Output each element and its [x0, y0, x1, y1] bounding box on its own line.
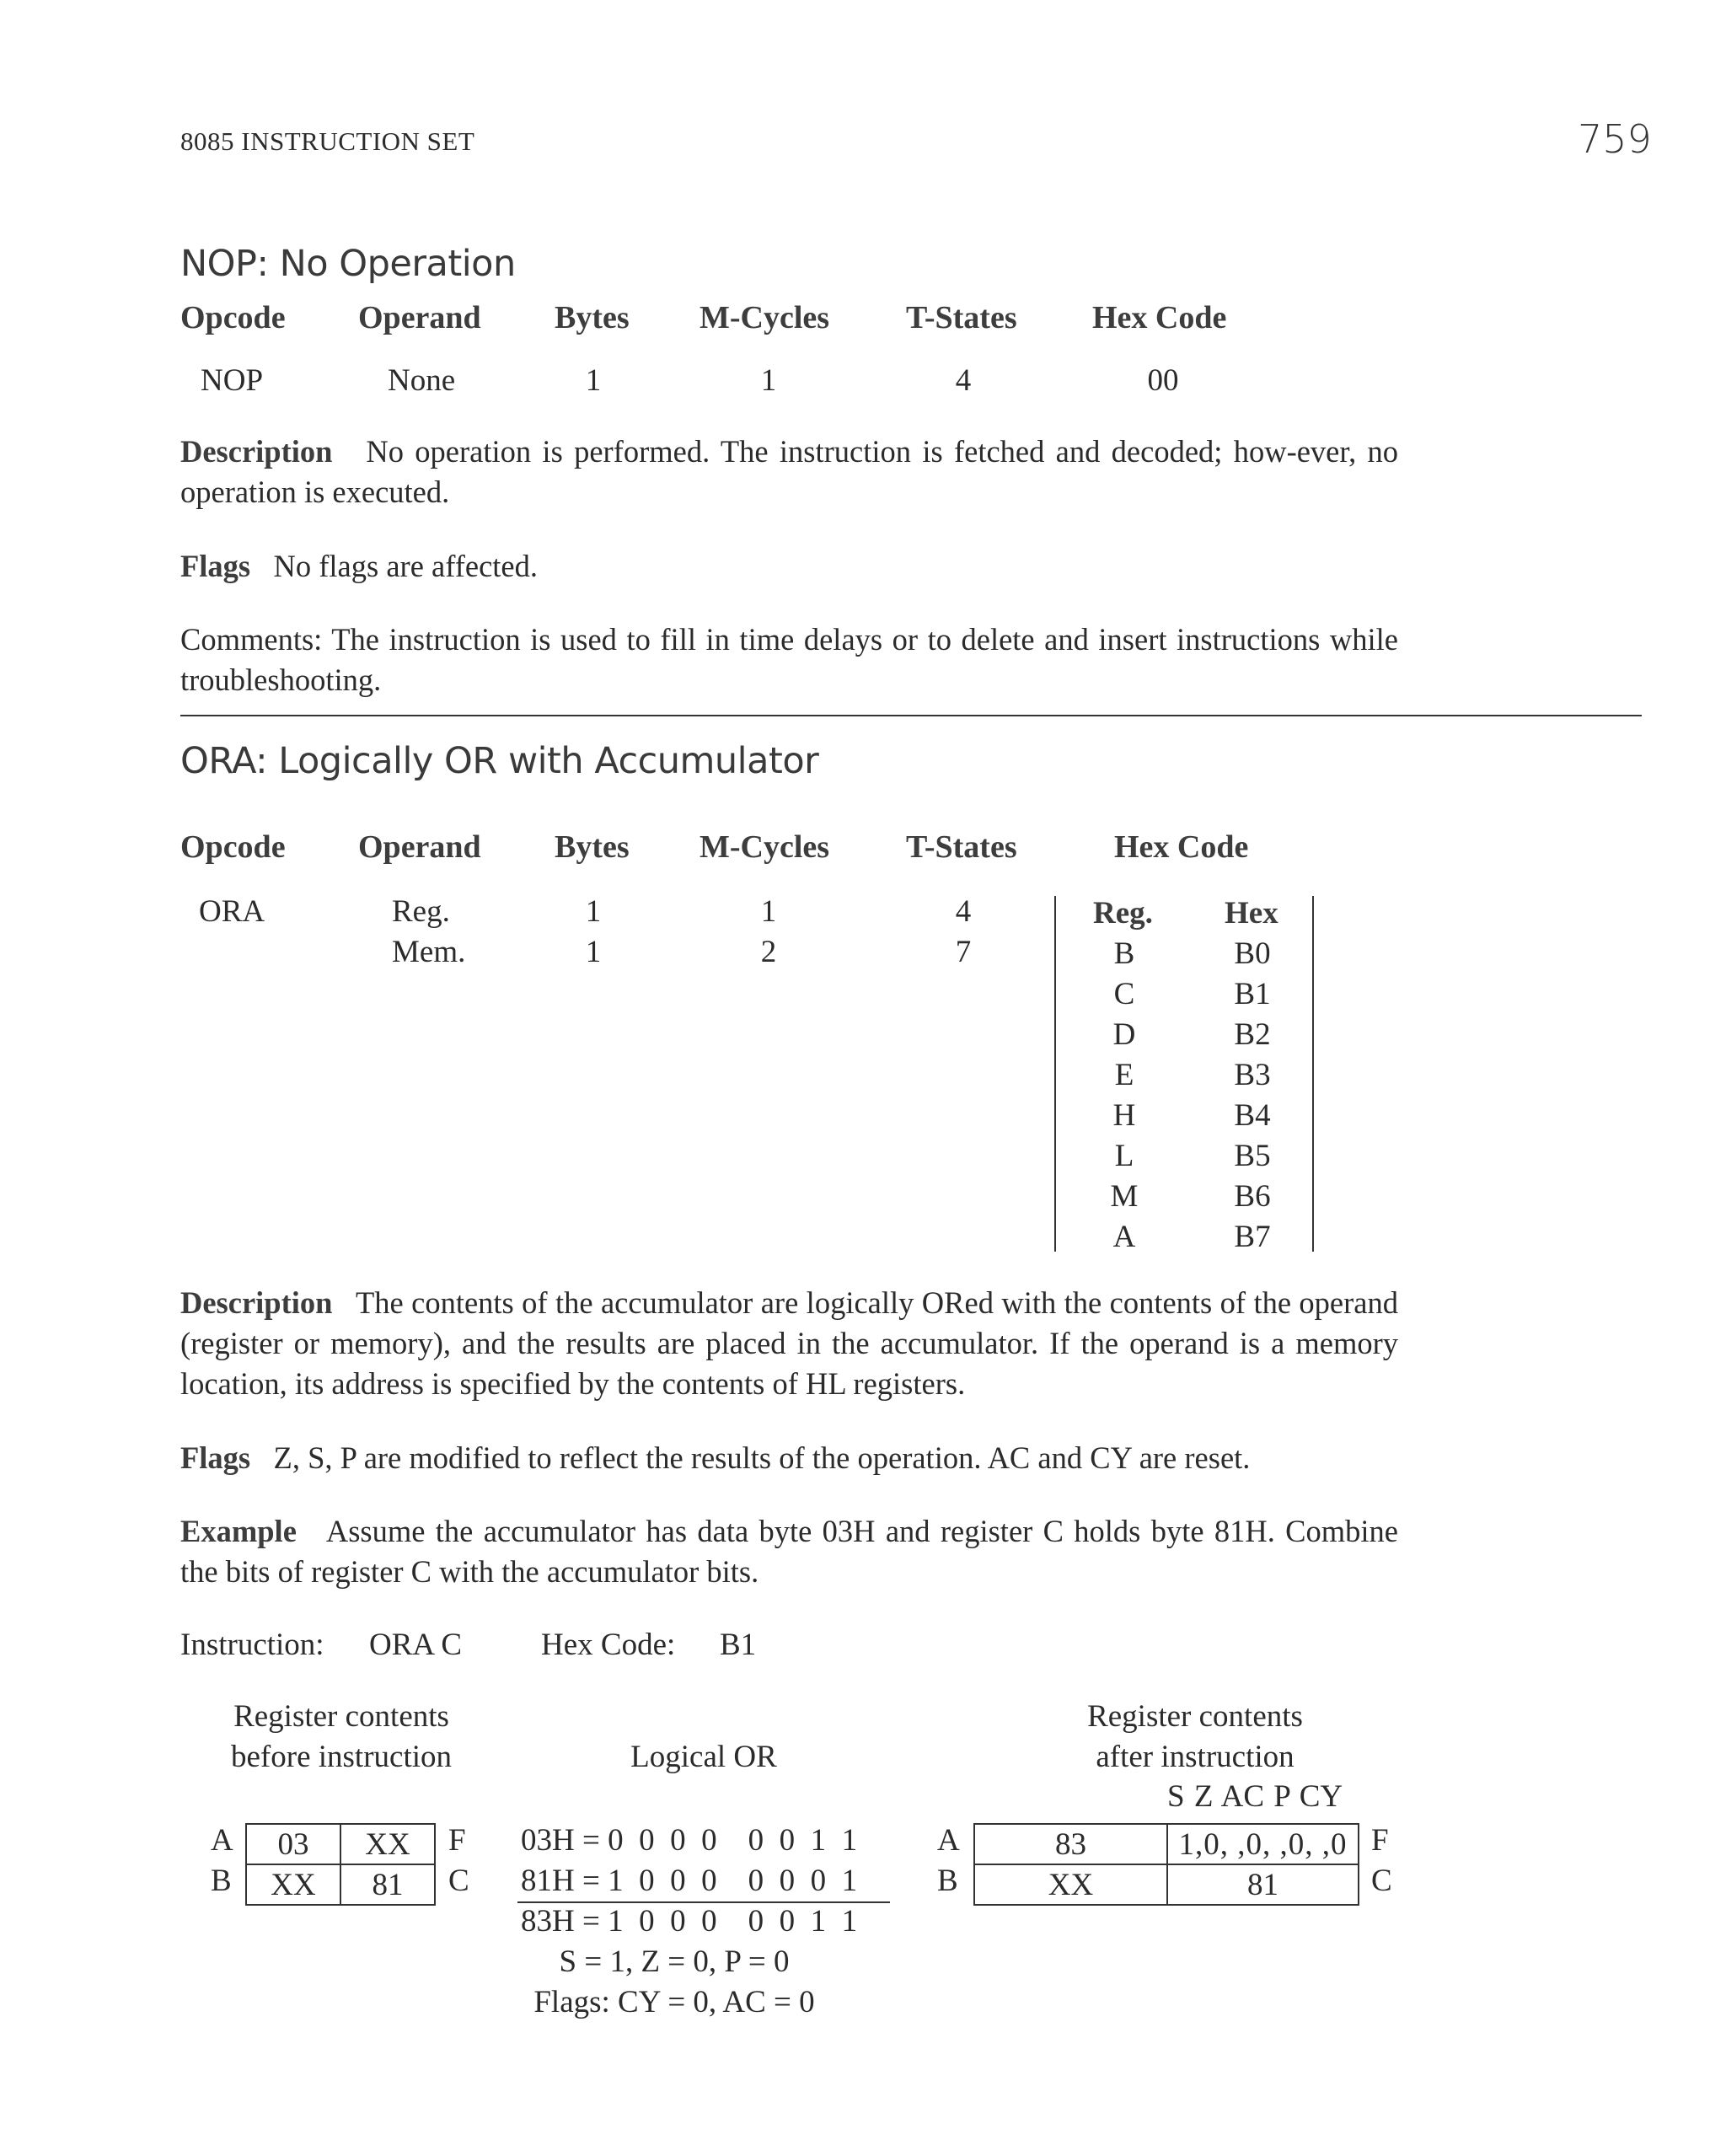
after-b-value: XX — [974, 1864, 1167, 1905]
nop-operand: None — [388, 363, 456, 398]
nop-description-text: No operation is performed. The instruction is fetched and decoded; how-ever, no operation is executed. — [180, 434, 1399, 509]
hex-table-hex: B5 — [1234, 1139, 1271, 1173]
instruction-label: Instruction: — [180, 1628, 324, 1662]
hex-table-hex: B6 — [1234, 1179, 1271, 1214]
before-reg-label-a: A — [211, 1823, 233, 1858]
after-row-bc — [974, 1864, 1359, 1905]
before-caption-line1: Register contents — [233, 1699, 449, 1734]
after-f-value: 1,0, ,0, ,0, ,0 — [1167, 1824, 1359, 1864]
ora-flags-text: Z, S, P are modified to reflect the results of the operation. AC and CY are reset. — [273, 1440, 1251, 1475]
hex-table-reg: B — [1113, 936, 1135, 971]
nop-mcycles: 1 — [760, 363, 777, 398]
ora-example-label: Example — [180, 1514, 297, 1548]
nop-tstates: 4 — [955, 363, 972, 398]
hex-table-reg: M — [1110, 1179, 1139, 1214]
ora-col-bytes: Bytes — [555, 829, 630, 865]
nop-col-opcode: Opcode — [180, 300, 286, 335]
result-flags-cy-ac: Flags: CY = 0, AC = 0 — [533, 1985, 815, 2019]
ora-col-operand: Operand — [358, 829, 481, 865]
nop-title: NOP: No Operation — [180, 243, 516, 285]
result-flags-szp: S = 1, Z = 0, P = 0 — [559, 1944, 790, 1979]
before-reg-label-f: F — [448, 1823, 466, 1858]
logical-or-caption: Logical OR — [630, 1740, 777, 1774]
before-b-value: XX — [246, 1864, 340, 1905]
nop-description-label: Description — [180, 434, 333, 469]
after-register-table — [973, 1823, 1359, 1906]
ora-col-hexcode: Hex Code — [1114, 829, 1249, 865]
hex-table-reg: L — [1114, 1139, 1134, 1173]
ora-description-text: The contents of the accumulator are logically ORed with the contents of the operand (register or memory), and the results are placed in the accumulator. If the operand is a memory location, its address is specified by the contents of HL registers. — [180, 1285, 1398, 1401]
after-caption-line1: Register contents — [1087, 1699, 1303, 1734]
ora-opcode: ORA — [199, 894, 265, 929]
hex-table-hex: B4 — [1234, 1098, 1271, 1133]
after-caption-line2: after instruction — [1096, 1740, 1294, 1774]
before-reg-label-c: C — [448, 1864, 469, 1898]
hex-table-reg: E — [1114, 1058, 1134, 1092]
nop-flags-text: No flags are affected. — [273, 549, 538, 583]
flag-bits-header: S Z AC P CY — [1167, 1779, 1343, 1814]
hex-table-header-hex: Hex — [1225, 896, 1278, 931]
hex-table-hex: B1 — [1234, 977, 1271, 1011]
before-row-bc — [246, 1864, 435, 1905]
before-f-value: XX — [340, 1824, 435, 1864]
hex-table-right-border — [1312, 896, 1314, 1252]
page-number: 759 — [1578, 116, 1652, 162]
hex-table-left-border — [1054, 896, 1056, 1252]
ora-col-mcycles: M-Cycles — [700, 829, 830, 865]
nop-bytes: 1 — [585, 363, 602, 398]
after-c-value: 81 — [1167, 1864, 1359, 1905]
or-line-operand1: 03H = 0 0 0 0 0 0 1 1 — [521, 1823, 858, 1858]
after-reg-label-a: A — [937, 1823, 960, 1858]
ora-operand-mem: Mem. — [392, 935, 466, 969]
or-line-operand2: 81H = 1 0 0 0 0 0 0 1 — [521, 1864, 858, 1898]
after-reg-label-b: B — [937, 1864, 958, 1898]
nop-col-hexcode: Hex Code — [1092, 300, 1227, 335]
nop-col-mcycles: M-Cycles — [700, 300, 830, 335]
ora-description — [180, 1283, 1398, 1404]
or-line-result: 83H = 1 0 0 0 0 0 1 1 — [521, 1904, 858, 1939]
ora-operand-reg: Reg. — [392, 894, 450, 929]
after-reg-label-c: C — [1371, 1864, 1392, 1898]
nop-comments: Comments: The instruction is used to fill in time delays or to delete and insert instructions while troubleshooting. — [180, 622, 1398, 697]
ora-example-text: Assume the accumulator has data byte 03H and register C holds byte 81H. Combine the bits of register C with the accumulator bits. — [180, 1514, 1398, 1589]
nop-col-bytes: Bytes — [555, 300, 630, 335]
nop-col-tstates: T-States — [906, 300, 1017, 335]
hex-table-hex: B0 — [1234, 936, 1271, 971]
ora-flags — [180, 1438, 1398, 1478]
section-divider — [180, 715, 1642, 716]
nop-description — [180, 432, 1398, 512]
before-c-value: 81 — [340, 1864, 435, 1905]
after-reg-label-f: F — [1371, 1823, 1389, 1858]
ora-col-opcode: Opcode — [180, 829, 286, 865]
nop-opcode: NOP — [201, 363, 264, 398]
ora-col-tstates: T-States — [906, 829, 1017, 865]
ora-mcycles-mem: 2 — [760, 935, 777, 969]
ora-title: ORA: Logically OR with Accumulator — [180, 740, 819, 782]
ora-description-label: Description — [180, 1285, 333, 1320]
hex-table-reg: D — [1112, 1017, 1136, 1052]
before-reg-label-b: B — [211, 1864, 232, 1898]
ora-bytes-mem: 1 — [585, 935, 602, 969]
ora-mcycles-reg: 1 — [760, 894, 777, 929]
after-a-value: 83 — [974, 1824, 1167, 1864]
before-a-value: 03 — [246, 1824, 340, 1864]
hexcode-label: Hex Code: — [541, 1628, 676, 1662]
hexcode-value: B1 — [720, 1628, 757, 1662]
before-caption-line2: before instruction — [231, 1740, 452, 1774]
hex-table-reg: H — [1112, 1098, 1136, 1133]
running-title: 8085 INSTRUCTION SET — [180, 126, 475, 156]
before-row-af — [246, 1824, 435, 1864]
hex-table-reg: A — [1112, 1220, 1136, 1254]
nop-flags — [180, 546, 1398, 587]
hex-table-header-reg: Reg. — [1093, 896, 1153, 931]
hex-table-hex: B7 — [1234, 1220, 1271, 1254]
after-row-af — [974, 1824, 1359, 1864]
instruction-value: ORA C — [369, 1628, 463, 1662]
nop-flags-label: Flags — [180, 549, 251, 583]
ora-tstates-reg: 4 — [955, 894, 972, 929]
ora-example — [180, 1511, 1398, 1592]
ora-bytes-reg: 1 — [585, 894, 602, 929]
nop-hexcode: 00 — [1147, 363, 1179, 398]
hex-table-reg: C — [1113, 977, 1135, 1011]
hex-table-hex: B2 — [1234, 1017, 1271, 1052]
hex-table-hex: B3 — [1234, 1058, 1271, 1092]
nop-col-operand: Operand — [358, 300, 481, 335]
ora-tstates-mem: 7 — [955, 935, 972, 969]
ora-flags-label: Flags — [180, 1440, 251, 1475]
before-register-table — [245, 1823, 436, 1906]
